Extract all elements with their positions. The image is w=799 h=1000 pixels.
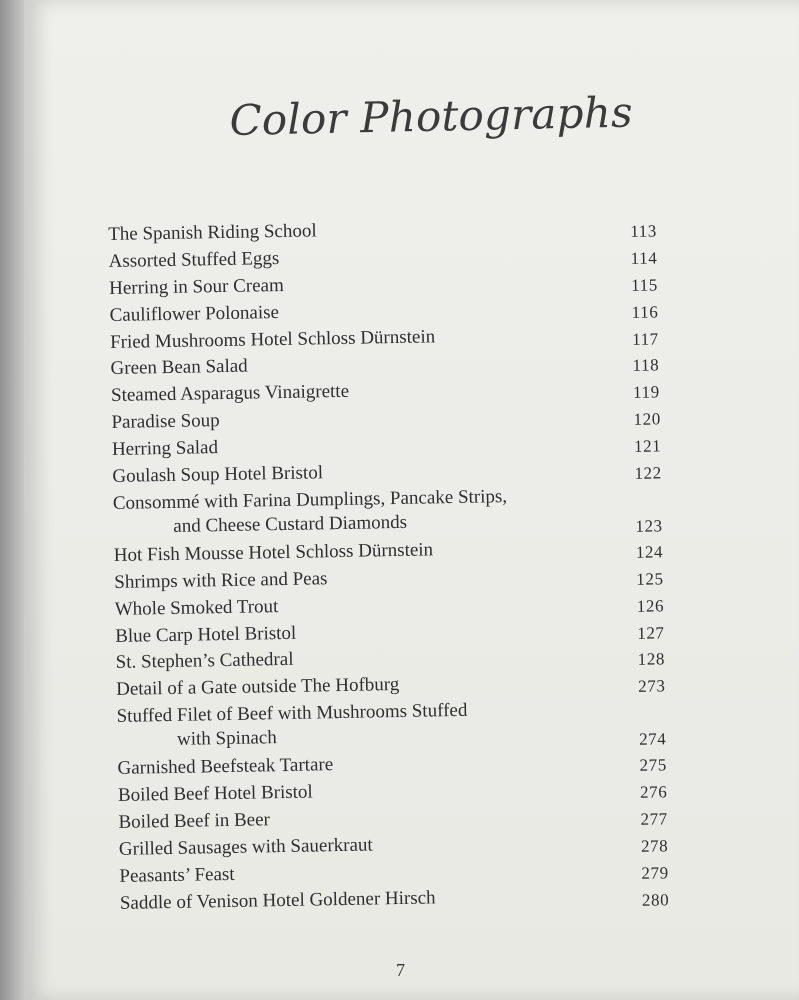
entry-page-number: 122	[634, 463, 662, 483]
entry-page-number: 280	[641, 890, 670, 910]
entry-title: Herring Salad	[111, 437, 219, 461]
entry-title: Stuffed Filet of Beef with Mushrooms Stuffed	[116, 700, 468, 728]
entry-title: Steamed Asparagus Vinaigrette	[110, 381, 350, 407]
entry-title: Saddle of Venison Hotel Goldener Hirsch	[119, 887, 436, 914]
entry-title: Fried Mushrooms Hotel Schloss Dürnstein	[109, 325, 436, 353]
entry-title: Boiled Beef Hotel Bristol	[117, 781, 313, 807]
entry-title-continuation: with Spinach	[176, 727, 277, 751]
entry-title: Whole Smoked Trout	[114, 595, 279, 620]
entry-title: Green Bean Salad	[110, 356, 248, 380]
entry-page-number: 118	[632, 355, 660, 376]
entry-page-number: 125	[636, 569, 664, 589]
entry-page-number: 120	[633, 409, 662, 430]
entry-title: Cauliflower Polonaise	[109, 301, 280, 326]
entry-title: Goulash Soup Hotel Bristol	[112, 462, 324, 487]
entry-title: Assorted Stuffed Eggs	[108, 247, 280, 272]
entry-page-number: 127	[637, 622, 665, 643]
entry-title: Paradise Soup	[111, 410, 220, 434]
entry-title: St. Stephen’s Cathedral	[115, 649, 294, 674]
entry-page-number: 116	[631, 302, 659, 322]
page-title: Color Photographs	[229, 87, 634, 145]
entry-page-number: 113	[630, 221, 658, 241]
entry-page-number: 279	[641, 863, 669, 883]
entry-title: Blue Carp Hotel Bristol	[115, 622, 297, 647]
entry-page-number: 119	[632, 382, 660, 403]
entry-page-number: 278	[640, 836, 669, 856]
entry-page-number: 115	[631, 275, 659, 295]
photo-list	[108, 212, 720, 942]
entry-title: The Spanish Riding School	[108, 220, 317, 245]
entry-page-number: 274	[638, 729, 667, 750]
entry-title: Boiled Beef in Beer	[118, 809, 271, 833]
entry-title: Grilled Sausages with Sauerkraut	[118, 834, 373, 860]
entry-page-number: 128	[637, 649, 666, 670]
entry-page-number: 275	[639, 755, 668, 776]
entry-title: Peasants’ Feast	[119, 863, 235, 887]
entry-page-number: 276	[639, 782, 668, 802]
entry-page-number: 114	[630, 248, 658, 268]
entry-title: Consommé with Farina Dumplings, Pancake Strips,	[112, 485, 508, 514]
page-number-footer: 7	[396, 960, 405, 980]
entry-page-number: 121	[633, 436, 662, 456]
book-page	[24, 0, 799, 1000]
entry-page-number: 273	[638, 676, 666, 697]
entry-page-number: 124	[635, 542, 664, 562]
entry-page-number: 277	[640, 809, 668, 829]
entry-title: Shrimps with Rice and Peas	[114, 568, 328, 593]
entry-title: Herring in Sour Cream	[108, 274, 284, 299]
entry-title: Hot Fish Mousse Hotel Schloss Dürnstein	[113, 539, 434, 566]
entry-page-number: 126	[636, 596, 665, 616]
entry-title-continuation: and Cheese Custard Diamonds	[173, 511, 408, 537]
entry-title: Detail of a Gate outside The Hofburg	[115, 674, 400, 701]
entry-page-number: 123	[635, 516, 663, 536]
entry-title: Garnished Beefsteak Tartare	[117, 754, 334, 780]
entry-page-number: 117	[631, 328, 659, 349]
